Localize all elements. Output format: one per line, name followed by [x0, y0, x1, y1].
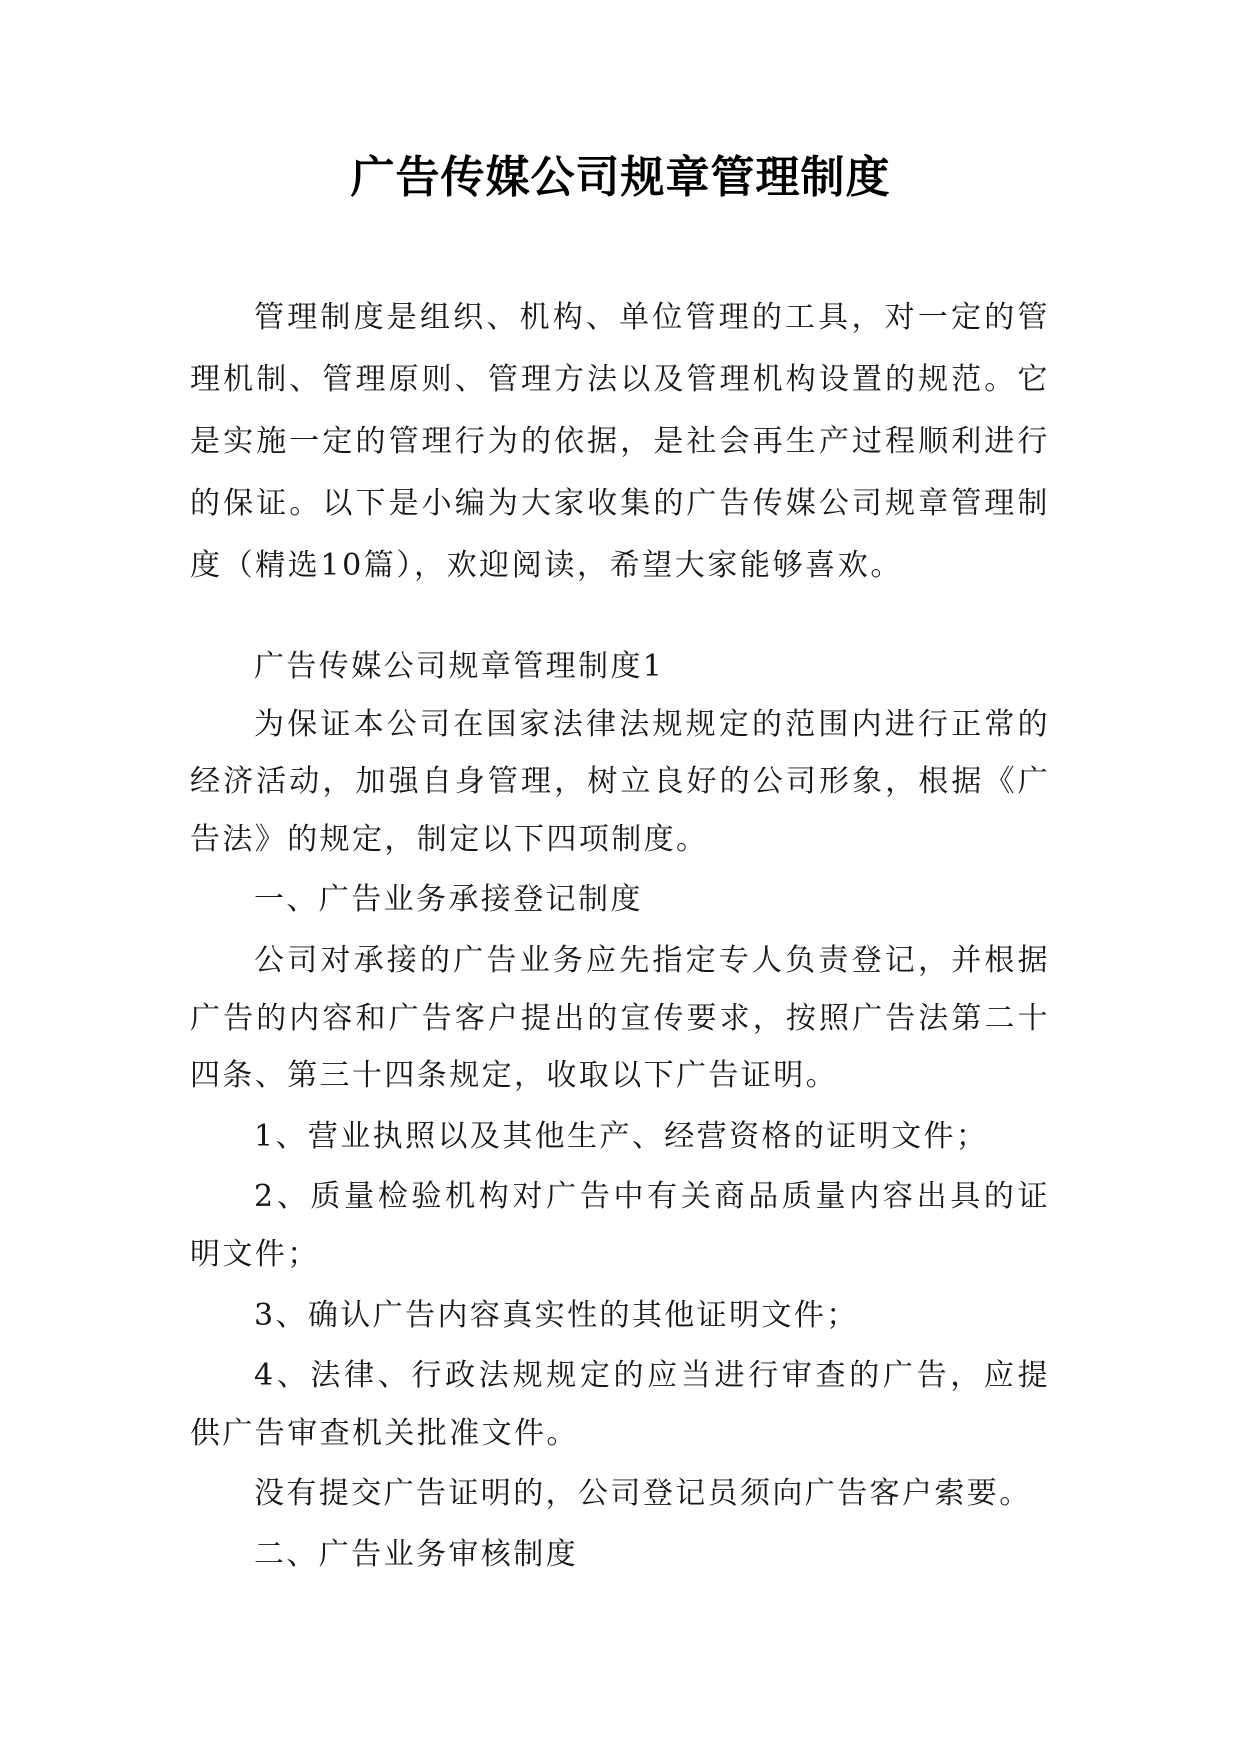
clause-heading: 二、广告业务审核制度: [254, 1536, 578, 1572]
list-item: 1、营业执照以及其他生产、经营资格的证明文件；: [254, 1118, 989, 1154]
body-paragraph: 没有提交广告证明的，公司登记员须向广告客户索要。: [254, 1476, 1032, 1512]
body-paragraph: 为保证本公司在国家法律法规规定的范围内进行正常的经济活动，加强自身管理，树立良好的公司形象，根据《广告法》的规定，制定以下四项制度。: [190, 706, 1050, 857]
intro-section: [190, 287, 1050, 597]
section-heading: 广告传媒公司规章管理制度1: [254, 649, 665, 684]
body-paragraph: 公司对承接的广告业务应先指定专人负责登记，并根据广告的内容和广告客户提出的宣传要求，按照广告法第二十四条、第三十四条规定，收取以下广告证明。: [190, 942, 1050, 1094]
body-section: [190, 638, 1050, 1584]
list-item: 3、确认广告内容真实性的其他证明文件；: [254, 1297, 859, 1333]
clause-heading: 一、广告业务承接登记制度: [254, 882, 643, 918]
list-item: 2、质量检验机构对广告中有关商品质量内容出具的证明文件；: [190, 1179, 1050, 1272]
list-item: 4、法律、行政法规规定的应当进行审查的广告，应提供广告审查机关批准文件。: [190, 1358, 1050, 1451]
intro-paragraph: 管理制度是组织、机构、单位管理的工具，对一定的管理机制、管理原则、管理方法以及管理机构设置的规范。它是实施一定的管理行为的依据，是社会再生产过程顺利进行的保证。以下是小编为大家收集的广告传媒公司规章管理制度（精选10篇），欢迎阅读，希望大家能够喜欢。: [190, 300, 1050, 583]
document-title: 广告传媒公司规章管理制度: [350, 152, 891, 203]
